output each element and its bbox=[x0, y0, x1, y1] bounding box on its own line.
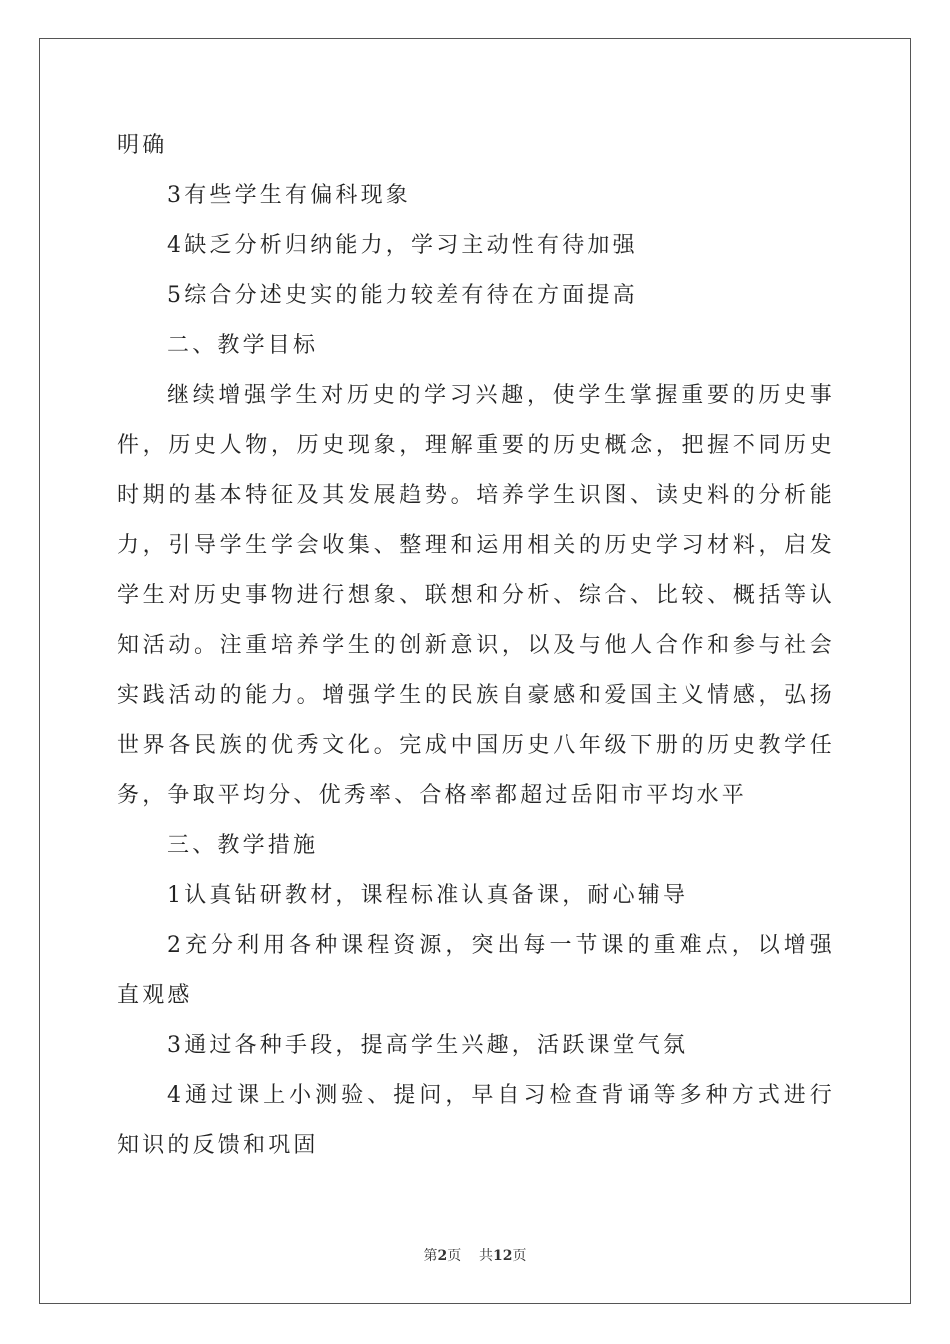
section-heading-measures: 三、教学措施 bbox=[167, 833, 319, 858]
section-heading-goals: 二、教学目标 bbox=[167, 333, 319, 358]
footer-total-prefix: 共 bbox=[479, 1248, 494, 1264]
paragraph-goals: 继续增强学生对历史的学习兴趣，使学生掌握重要的历史事件，历史人物，历史现象，理解重要的历史概念，把握不同历史时期的基本特征及其发展趋势。培养学生识图、读史料的分析能力，引导学生学会收集、整理和运用相关的历史学习材料，启发学生对历史事物进行想象、联想和分析、综合、比较、概括等认知活动。注重培养学生的创新意识，以及与他人合作和参与社会实践活动的能力。增强学生的民族自豪感和爱国主义情感，弘扬世界各民族的优秀文化。完成中国历史八年级下册的历史教学任务，争取平均分、优秀率、合格率都超过岳阳市平均水平 bbox=[117, 383, 835, 808]
footer-total-pages: 12 bbox=[493, 1248, 513, 1264]
measure-item-1: 1认真钻研教材，课程标准认真备课，耐心辅导 bbox=[167, 883, 689, 908]
page-footer bbox=[0, 1245, 950, 1265]
measure-item-4: 4通过课上小测验、提问，早自习检查背诵等多种方式进行知识的反馈和巩固 bbox=[117, 1083, 835, 1158]
measure-item-3: 3通过各种手段，提高学生兴趣，活跃课堂气氛 bbox=[167, 1033, 689, 1058]
paragraph-2: 3有些学生有偏科现象 bbox=[167, 183, 411, 208]
footer-page-suffix: 页 bbox=[447, 1248, 462, 1264]
document-body bbox=[117, 121, 835, 1171]
footer-page-number: 2 bbox=[437, 1248, 448, 1264]
footer-total-suffix: 页 bbox=[512, 1248, 527, 1264]
paragraph-3: 4缺乏分析归纳能力，学习主动性有待加强 bbox=[167, 233, 638, 258]
footer-page-prefix: 第 bbox=[423, 1248, 438, 1264]
paragraph-1: 明确 bbox=[117, 133, 168, 158]
paragraph-4: 5综合分述史实的能力较差有待在方面提高 bbox=[167, 283, 638, 308]
measure-item-2: 2充分利用各种课程资源，突出每一节课的重难点，以增强直观感 bbox=[117, 933, 835, 1008]
